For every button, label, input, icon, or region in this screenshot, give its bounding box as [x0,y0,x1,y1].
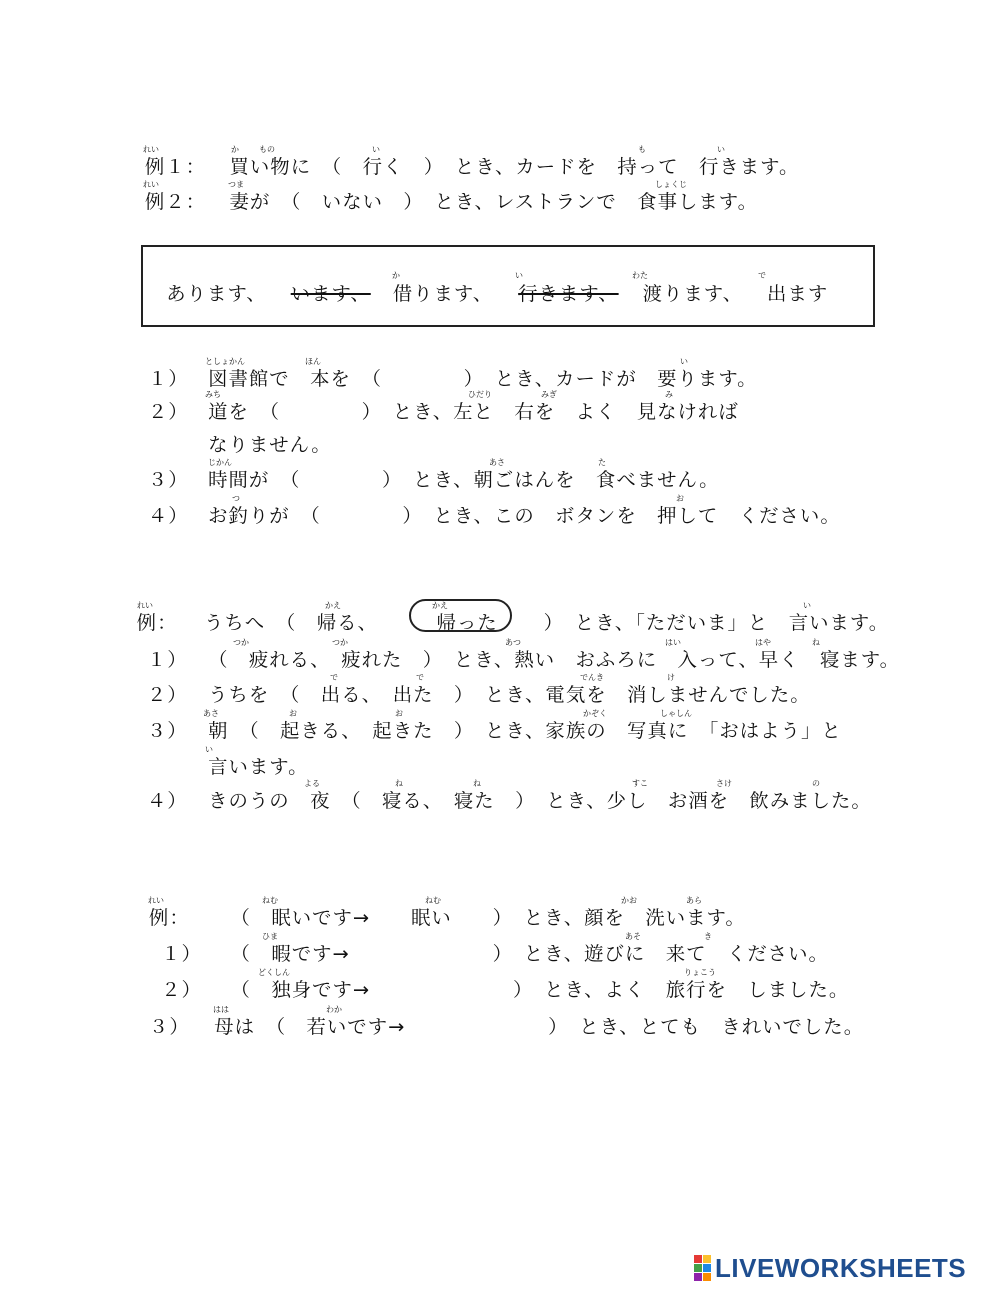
word-bank-item: あります、 [166,283,267,305]
item-text: 道を （ ） とき、左と 右を よく 見なければ [208,401,739,423]
furigana: ひま [262,932,278,941]
furigana: つ [232,494,240,503]
furigana: わた [632,271,648,280]
example-answer: 帰った [436,612,498,634]
word-bank-item: 借ります、 [392,283,494,305]
furigana: じかん [208,458,232,467]
item-number: ３） [146,720,188,742]
item-text: （ 疲れる、 疲れた ） とき、熱い おふろに 入って、早く 寝ます。 [208,649,900,671]
furigana: い [803,601,811,610]
item-number: １） [146,649,188,671]
furigana: か [231,145,239,154]
furigana: もの [259,145,275,154]
item-number: １） [161,943,202,965]
furigana: ね [812,638,820,647]
furigana: かぞく [583,709,607,718]
item-text: きのうの 夜 （ 寝る、 寝た ） とき、少し お酒を 飲みました。 [208,790,872,812]
example-label: 例１： [144,156,207,178]
furigana: ね [473,779,481,788]
furigana: い [205,745,213,754]
item-number: ４） [147,505,189,527]
furigana: あそ [625,932,641,941]
furigana: つか [233,638,249,647]
furigana: い [372,145,380,154]
item-text: （ 独身です→ ） とき、よく 旅行を しました。 [230,979,850,1001]
example-text: 買い物に （ 行く ） とき、カードを 持って 行きます。 [229,156,800,178]
logo-text: LIVEWORKSHEETS [715,1252,967,1283]
furigana: よる [304,779,320,788]
furigana: の [812,779,820,788]
furigana: で [330,673,338,682]
item-number: ２） [161,979,202,1001]
item-text: 図書館で 本を （ ） とき、カードが 要ります。 [208,368,758,390]
item-text: 言います。 [208,756,309,778]
word-bank-item: 渡ります、 [642,283,744,305]
furigana: つま [228,180,244,189]
furigana: で [758,271,766,280]
item-number: ３） [147,469,189,491]
furigana: れい [143,180,159,189]
item-number: ３） [148,1016,190,1038]
furigana: お [289,709,297,718]
furigana: あつ [505,638,521,647]
word-bank-item: 出ます [767,283,829,305]
furigana: も [638,145,646,154]
furigana: りょこう [684,968,716,977]
item-text: お釣りが （ ） とき、この ボタンを 押して ください。 [208,505,841,527]
item-number: １） [147,368,189,390]
furigana: しゃしん [660,709,692,718]
furigana: みぎ [541,390,557,399]
furigana: つか [332,638,348,647]
furigana: さけ [716,779,732,788]
furigana: き [704,932,712,941]
furigana: しょくじ [655,180,687,189]
example-label: 例２： [144,191,207,213]
furigana: かお [621,896,637,905]
item-text: なりません。 [208,434,332,456]
furigana: はい [665,638,681,647]
furigana: お [676,494,684,503]
example-text: 妻が （ いない ） とき、レストランで 食事します。 [229,191,759,213]
furigana: としょかん [205,357,245,366]
furigana: れい [148,896,164,905]
furigana: で [416,673,424,682]
furigana: か [392,271,400,280]
furigana: い [515,271,523,280]
word-bank-item-struck: 行きます、 [518,283,619,305]
furigana: でんき [580,673,604,682]
furigana: はは [213,1005,229,1014]
item-text: （ 暇です→ ） とき、遊びに 来て ください。 [230,943,829,965]
circled-answer [409,599,512,632]
furigana: ねむ [425,896,441,905]
example-label: 例： [148,907,190,929]
furigana: お [395,709,403,718]
word-bank-item-struck: います、 [290,283,371,305]
furigana: い [717,145,725,154]
furigana: あら [686,896,702,905]
example-text: うちへ （ 帰る、 [204,612,378,634]
furigana: すこ [632,779,648,788]
furigana: どくしん [258,968,290,977]
furigana: ね [395,779,403,788]
item-text: うちを （ 出る、 出た ） とき、電気を 消しませんでした。 [208,684,811,706]
item-number: ４） [146,790,188,812]
furigana: あさ [203,709,219,718]
item-number: ２） [146,684,188,706]
furigana: あさ [489,458,505,467]
item-text: 母は （ 若いです→ ） とき、とても きれいでした。 [214,1016,865,1038]
furigana: かえ [325,601,341,610]
furigana: た [598,458,606,467]
furigana: わか [326,1005,342,1014]
item-number: ２） [147,401,189,423]
example-text: ） とき、「ただいま」と 言います。 [543,612,890,634]
furigana: ひだり [468,390,492,399]
furigana: け [667,673,675,682]
example-label: 例： [136,612,178,634]
furigana: ほん [305,357,321,366]
furigana: れい [137,601,153,610]
furigana: み [665,390,673,399]
furigana: かえ [432,601,448,610]
item-text: 朝 （ 起きる、 起きた ） とき、家族の 写真に 「おはよう」と [208,720,842,742]
furigana: い [680,357,688,366]
liveworksheets-logo [694,1253,966,1283]
example-text: （ 眠いです→ 眠い ） とき、顔を 洗います。 [230,907,746,929]
furigana: れい [143,145,159,154]
furigana: みち [205,390,221,399]
furigana: はや [755,638,771,647]
furigana: ねむ [262,896,278,905]
logo-icon [694,1255,711,1281]
item-text: 時間が （ ） とき、朝ごはんを 食べません。 [208,469,720,491]
